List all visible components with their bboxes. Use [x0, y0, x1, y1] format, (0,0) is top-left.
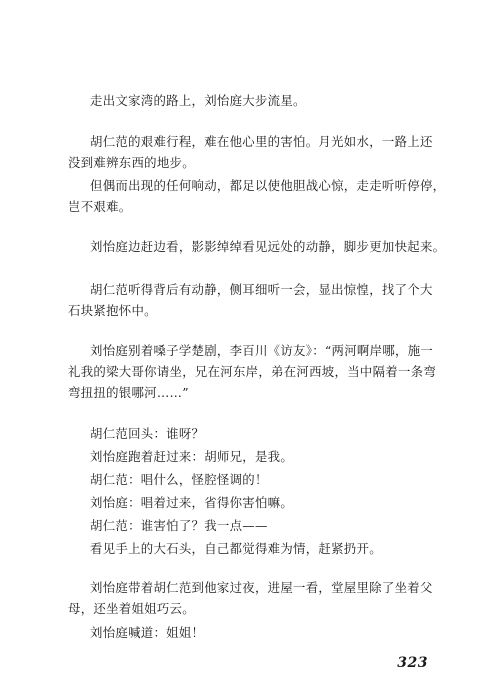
paragraph-3	[68, 175, 446, 217]
text-line: 胡仁范的艰难行程，难在他心里的害怕。月光如水，一路上还	[90, 134, 433, 149]
text-line: 刘怡庭跑着赶过来：胡师兄，是我。	[90, 449, 294, 464]
paragraph-2	[68, 131, 433, 173]
text-line: 礼我的梁大哥你请坐，兄在河东岸，弟在河西坡，当中隔着一条弯	[68, 364, 437, 379]
paragraph-10	[90, 492, 430, 513]
paragraph-5	[68, 279, 433, 321]
text-line: 刘怡庭带着胡仁范到他家过夜，进屋一看，堂屋里除了坐着父	[90, 580, 433, 595]
page-number: 323	[397, 655, 428, 671]
text-line: 石块紧抱怀中。	[68, 303, 157, 318]
paragraph-8	[90, 446, 430, 467]
paragraph-4	[90, 236, 446, 257]
paragraph-7	[90, 423, 430, 444]
text-line: 胡仁范：谁害怕了？我一点——	[90, 518, 268, 533]
text-line: 胡仁范听得背后有动静，侧耳细听一会，显出惊惶，找了个大	[90, 282, 433, 297]
text-line: 但偶而出现的任何响动，都足以使他胆战心惊，走走听听停停，	[90, 178, 446, 193]
text-line: 刘怡庭喊道：姐姐！	[90, 625, 205, 640]
text-line: 岂不艰难。	[68, 199, 132, 214]
text-line: 刘怡庭：唱着过来，省得你害怕嘛。	[90, 495, 294, 510]
paragraph-12	[90, 538, 430, 559]
paragraph-14	[90, 622, 430, 643]
paragraph-1	[90, 90, 430, 111]
text-line: 刘怡庭别着嗓子学楚剧，李百川《访友》：“两河啊岸哪，施一	[90, 343, 434, 358]
text-line: 看见手上的大石头，自己都觉得难为情，赶紧扔开。	[90, 541, 382, 556]
text-line: 走出文家湾的路上，刘怡庭大步流星。	[90, 93, 306, 108]
text-line: 弯扭扭的银哪河……”	[68, 385, 189, 400]
text-line: 胡仁范：唱什么，怪腔怪调的！	[90, 472, 268, 487]
paragraph-13	[68, 577, 433, 619]
text-line: 没到难辨东西的地步。	[68, 155, 195, 170]
text-line: 刘怡庭边赶边看，影影绰绰看见远处的动静，脚步更加快起来。	[90, 239, 446, 254]
paragraph-6	[68, 340, 437, 403]
paragraph-11	[90, 515, 430, 536]
text-line: 胡仁范回头：谁呀？	[90, 426, 205, 441]
paragraph-9	[90, 469, 430, 490]
text-line: 母，还坐着姐姐巧云。	[68, 601, 195, 616]
